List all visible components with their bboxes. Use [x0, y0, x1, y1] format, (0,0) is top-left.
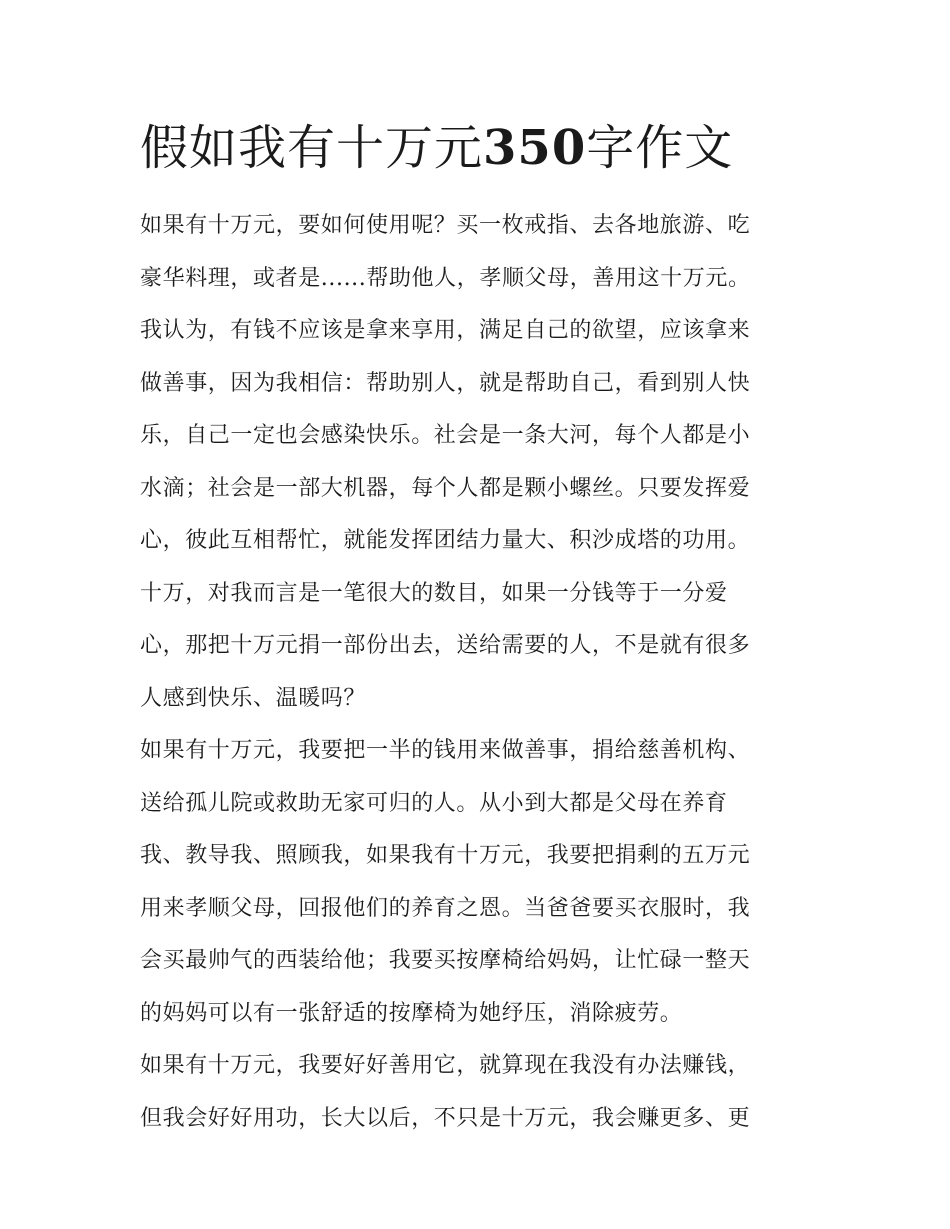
text-line: 用来孝顺父母，回报他们的养育之恩。当爸爸要买衣服时，我	[140, 895, 751, 921]
text-line: 如果有十万元，我要好好善用它，就算现在我没有办法赚钱，	[140, 1053, 751, 1078]
text-line: 会买最帅气的西装给他；我要买按摩椅给妈妈，让忙碌一整天	[140, 948, 751, 973]
text-line: 乐，自己一定也会感染快乐。社会是一条大河，每个人都是小	[140, 423, 751, 448]
text-line: 我认为，有钱不应该是拿来享用，满足自己的欲望，应该拿来	[140, 318, 751, 343]
text-line: 十万，对我而言是一笔很大的数目，如果一分钱等于一分爱	[140, 580, 728, 606]
text-line: 做善事，因为我相信：帮助别人，就是帮助自己，看到别人快	[140, 370, 751, 396]
text-line: 的妈妈可以有一张舒适的按摩椅为她纾压，消除疲劳。	[140, 1000, 683, 1026]
text-line: 如果有十万元，我要把一半的钱用来做善事，捐给慈善机构、	[140, 738, 751, 763]
text-line: 心，那把十万元捐一部份出去，送给需要的人，不是就有很多	[140, 633, 751, 658]
text-line: 心，彼此互相帮忙，就能发挥团结力量大、积沙成塔的功用。	[140, 528, 751, 553]
text-line: 我、教导我、照顾我，如果我有十万元，我要把捐剩的五万元	[140, 843, 751, 868]
title-number: 350	[483, 120, 587, 176]
essay-body	[140, 200, 820, 1145]
page-title	[140, 118, 820, 178]
text-line: 人感到快乐、温暖吗？	[140, 685, 367, 711]
text-line: 水滴；社会是一部大机器，每个人都是颗小螺丝。只要发挥爱	[140, 475, 751, 501]
text-line: 如果有十万元，要如何使用呢？买一枚戒指、去各地旅游、吃	[140, 213, 751, 238]
text-line: 但我会好好用功，长大以后，不只是十万元，我会赚更多、更	[140, 1105, 751, 1131]
text-line: 送给孤儿院或救助无家可归的人。从小到大都是父母在养育	[140, 790, 728, 816]
title-prefix: 假如我有十万元	[140, 120, 484, 176]
document-page	[140, 118, 820, 1145]
title-suffix: 字作文	[586, 120, 734, 176]
text-line: 豪华料理，或者是......帮助他人，孝顺父母，善用这十万元。	[140, 265, 751, 291]
